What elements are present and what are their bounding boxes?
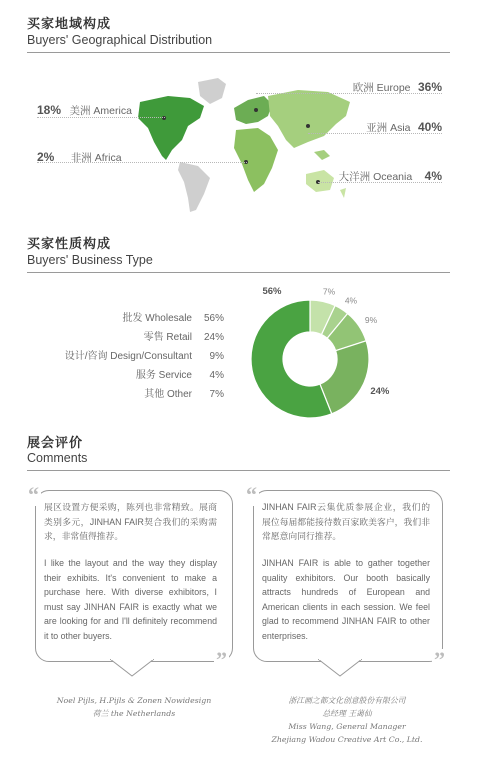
biz-row <box>65 309 224 328</box>
oceania-leader-line <box>318 182 442 183</box>
biz-row <box>65 366 224 385</box>
signature-left-name: Noel Pijls, H.Pijls & Zonen Nowidesign <box>56 696 212 705</box>
donut-label-wholesale: 56% <box>262 286 282 297</box>
europe-leader-line <box>256 93 442 94</box>
signature-right <box>248 694 446 746</box>
geo-divider <box>27 52 450 53</box>
america-leader-line <box>37 117 165 118</box>
asia-islands-shape <box>314 150 330 160</box>
america-south-shape <box>178 162 210 212</box>
biz-row <box>65 328 224 347</box>
region-asia-name: 亚洲 Asia <box>366 122 411 134</box>
biz-row-label: 服务 Service <box>135 370 192 381</box>
region-america-name: 美洲 America <box>69 105 132 117</box>
comment-left-en: I like the layout and the way they display their exhibits. It's convenient to make a purchase here. With diverse exhibitors, I must say JINHAN FAIR is exactly what we are looking for and I'll definitely recommend it to other buyers. <box>44 558 217 641</box>
geo-title-en: Buyers' Geographical Distribution <box>27 33 213 47</box>
biz-divider <box>27 272 450 273</box>
africa-leader-line <box>37 162 247 163</box>
comment-left-cn: 展区设置方便采购，陈列也非常精致。展商类别多元，JINHAN FAIR契合我们的采购需求，非常值得推荐。 <box>44 502 217 541</box>
asia-leader-line <box>308 133 442 134</box>
open-quote-icon: “ <box>28 482 39 507</box>
biz-row-pct: 7% <box>209 389 224 400</box>
biz-row <box>65 347 224 366</box>
comments-title-en: Comments <box>27 451 88 465</box>
biz-row-pct: 9% <box>209 351 224 362</box>
donut-label-design-consultant: 9% <box>364 315 378 326</box>
europe-shape <box>234 96 272 124</box>
biz-title-cn: 买家性质构成 <box>27 236 112 251</box>
region-europe-name: 欧洲 Europe <box>352 82 411 94</box>
signature-left <box>36 694 232 720</box>
africa-shape <box>234 128 278 192</box>
signature-left-country: 荷兰 the Netherlands <box>92 709 176 718</box>
comment-bubble-right-tail <box>318 659 362 677</box>
biz-row-label: 零售 Retail <box>143 332 192 343</box>
region-europe-pct: 36% <box>417 80 442 94</box>
greenland-shape <box>198 78 226 104</box>
biz-row-label: 其他 Other <box>144 389 192 400</box>
comment-right-cn: JINHAN FAIR云集优质参展企业，我们的展位每届都能接待数百家欧美客户，我们非常愿意向同行推荐。 <box>262 502 430 541</box>
signature-right-name-en: Miss Wang, General Manager <box>288 722 406 731</box>
biz-row-label: 设计/咨询 Design/Consultant <box>64 351 192 362</box>
comment-bubble-left-tail <box>110 659 154 677</box>
region-africa-pct: 2% <box>37 150 55 164</box>
business-type-donut-chart <box>240 280 390 424</box>
signature-right-title-cn: 总经理 王蔼仙 <box>322 709 372 718</box>
geo-title-cn: 买家地域构成 <box>27 16 112 31</box>
region-africa-name: 非洲 Africa <box>70 152 122 164</box>
open-quote-icon: “ <box>246 482 257 507</box>
region-oceania-name: 大洋洲 Oceania <box>338 171 413 183</box>
donut-label-retail: 24% <box>370 385 390 397</box>
biz-row <box>65 385 224 404</box>
biz-row-pct: 24% <box>203 332 224 343</box>
comments-title-cn: 展会评价 <box>27 435 84 450</box>
region-asia-pct: 40% <box>417 120 442 134</box>
region-america-pct: 18% <box>37 103 62 117</box>
biz-row-pct: 56% <box>203 313 224 324</box>
new-zealand-shape <box>340 188 346 198</box>
biz-row-pct: 4% <box>209 370 224 381</box>
biz-legend <box>65 309 224 404</box>
europe-pin <box>254 108 258 112</box>
america-north-shape <box>138 96 204 160</box>
signature-right-company-cn: 浙江画之都文化创意股份有限公司 <box>288 696 406 705</box>
asia-pin <box>306 124 310 128</box>
biz-title-en: Buyers' Business Type <box>27 253 153 267</box>
world-map <box>118 70 358 215</box>
close-quote-icon: ” <box>434 647 445 672</box>
donut-label-service: 4% <box>344 295 358 306</box>
biz-row-label: 批发 Wholesale <box>122 313 192 324</box>
oceania-shape <box>306 170 334 192</box>
signature-right-company-en: Zhejiang Wadou Creative Art Co., Ltd. <box>271 735 423 744</box>
asia-shape <box>268 90 350 148</box>
comment-right-en: JINHAN FAIR is able to gather together quality exhibitors. Our booth basically attracts hundreds of European and American clients in each session. We feel glad to recommend JINHAN FAIR to other enterprises. <box>262 558 430 641</box>
comments-divider <box>27 470 450 471</box>
region-oceania-pct: 4% <box>424 169 442 183</box>
donut-label-other: 7% <box>322 286 336 297</box>
region-africa <box>37 148 122 166</box>
close-quote-icon: ” <box>216 647 227 672</box>
